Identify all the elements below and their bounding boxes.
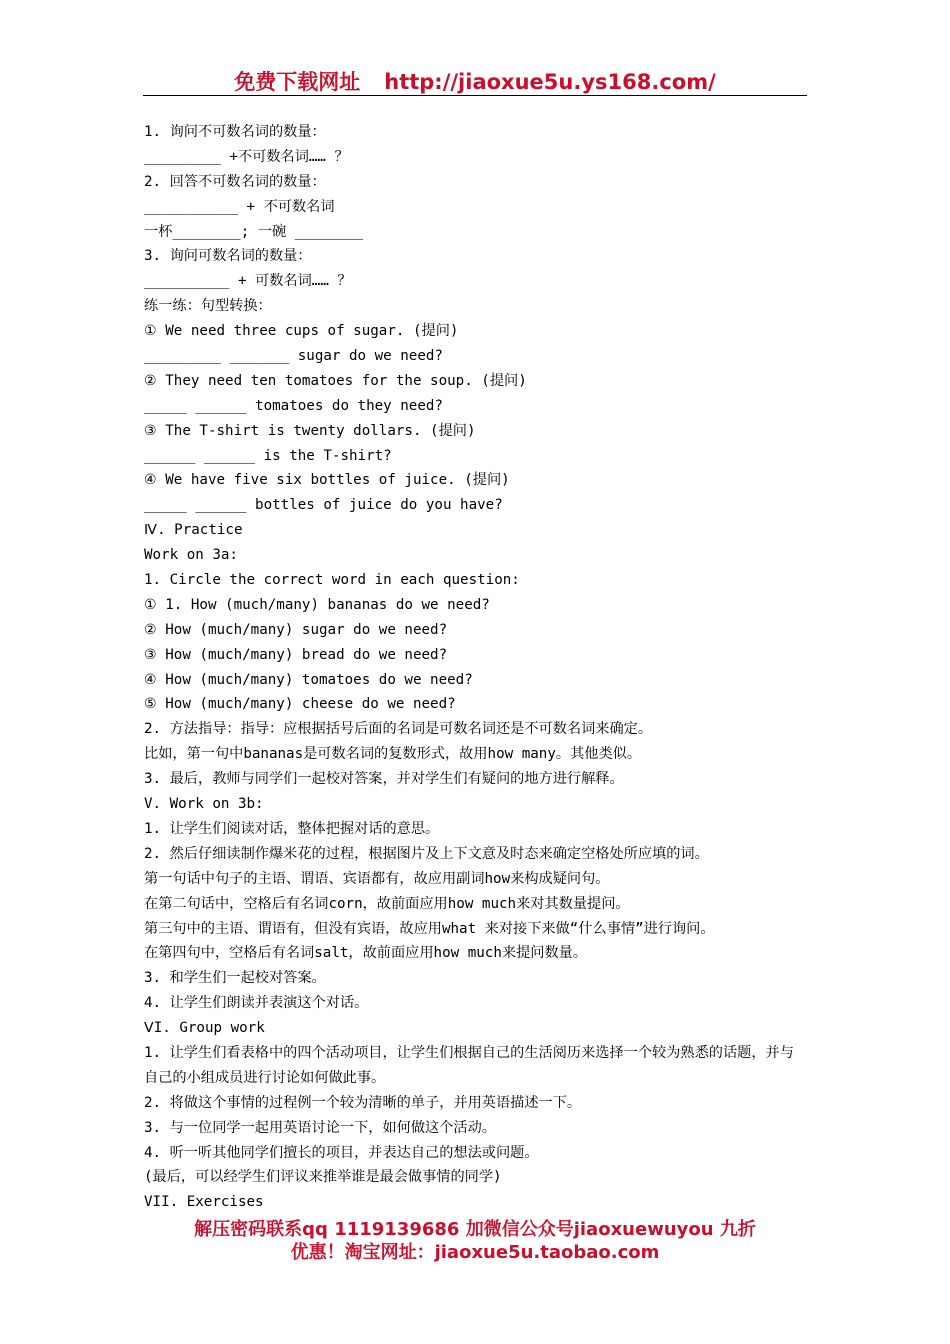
- header-url-link[interactable]: http://jiaoxue5u.ys168.com/: [384, 70, 716, 94]
- text-line: 3. 最后，教师与同学们一起校对答案，并对学生们有疑问的地方进行解释。: [144, 771, 624, 788]
- text-line: 3. 与一位同学一起用英语讨论一下，如何做这个活动。: [144, 1119, 496, 1136]
- site-footer: [0, 1218, 950, 1264]
- text-line: 1. Circle the correct word in each question:: [144, 572, 520, 589]
- section-heading: Ⅳ. Practice: [144, 522, 243, 539]
- text-line: ③ How (much/many) bread do we need?: [144, 646, 448, 663]
- text-line: 3. 询问可数名词的数量：: [144, 248, 312, 265]
- text-line: _________ _______ sugar do we need?: [144, 348, 443, 365]
- text-line: 一杯________; 一碗 ________: [144, 223, 364, 240]
- header-title: 免费下载网址: [234, 70, 361, 94]
- text-line: 第三句中的主语、谓语有，但没有宾语，故应用what 来对接下来做“什么事情”进行询问。: [144, 920, 715, 937]
- section-heading: VII. Exercises: [144, 1194, 264, 1211]
- header-divider: [143, 95, 807, 96]
- text-line: 在第四句中，空格后有名词salt，故前面应用how much来提问数量。: [144, 945, 588, 962]
- text-line: Work on 3a:: [144, 547, 238, 564]
- text-line: _____ ______ tomatoes do they need?: [144, 397, 443, 414]
- text-line: ④ We have five six bottles of juice. (提问): [144, 472, 510, 489]
- text-line: __________ + 可数名词…… ？: [144, 273, 352, 290]
- text-line: ② How (much/many) sugar do we need?: [144, 621, 448, 638]
- text-line: _____ ______ bottles of juice do you have?: [144, 497, 503, 514]
- text-line: 2. 将做这个事情的过程例一个较为清晰的单子，并用英语描述一下。: [144, 1094, 582, 1111]
- text-line: _________ +不可数名词…… ？: [144, 148, 349, 165]
- section-heading: V. Work on 3b:: [144, 796, 264, 813]
- text-line: 在第二句话中，空格后有名词corn，故前面应用how much来对其数量提问。: [144, 895, 630, 912]
- text-line: ______ ______ is the T-shirt?: [144, 447, 392, 464]
- document-body: [144, 120, 808, 1215]
- text-line: 4. 让学生们朗读并表演这个对话。: [144, 995, 369, 1012]
- footer-line-contact: 解压密码联系qq 1119139686 加微信公众号jiaoxuewuyou 九折: [194, 1219, 756, 1240]
- section-heading: ⅤI. Group work: [144, 1020, 265, 1037]
- text-line: 3. 和学生们一起校对答案。: [144, 970, 326, 987]
- text-line: ___________ + 不可数名词: [144, 198, 335, 215]
- text-paragraph: 1. 让学生们看表格中的四个活动项目，让学生们根据自己的生活阅历来选择一个较为熟悉的话题，并与自己的小组成员进行讨论如何做此事。: [144, 1044, 794, 1086]
- footer-line-shop-link[interactable]: 优惠！淘宝网址：jiaoxue5u.taobao.com: [290, 1242, 660, 1263]
- site-header: [0, 66, 950, 96]
- text-line: 练一练：句型转换：: [144, 298, 272, 315]
- text-line: ③ The T-shirt is twenty dollars. (提问): [144, 422, 476, 439]
- text-line: 1. 询问不可数名词的数量：: [144, 124, 326, 140]
- text-line: 1. 让学生们阅读对话，整体把握对话的意思。: [144, 820, 440, 837]
- text-line: ① We need three cups of sugar. (提问): [144, 323, 459, 340]
- text-line: 2. 然后仔细读制作爆米花的过程，根据图片及上下文意及时态来确定空格处所应填的词。: [144, 845, 709, 862]
- text-line: 4. 听一听其他同学们擅长的项目，并表达自己的想法或问题。: [144, 1144, 539, 1161]
- text-line: ④ How (much/many) tomatoes do we need?: [144, 671, 473, 688]
- text-line: ① 1. How (much/many) bananas do we need?: [144, 596, 490, 613]
- text-line: 第一句话中句子的主语、谓语、宾语都有，故应用副词how来构成疑问句。: [144, 870, 610, 887]
- text-line: 2. 回答不可数名词的数量：: [144, 173, 326, 190]
- text-line: ⑤ How (much/many) cheese do we need?: [144, 696, 456, 713]
- text-line: ② They need ten tomatoes for the soup. (提问): [144, 372, 527, 389]
- text-line: 2. 方法指导：指导：应根据括号后面的名词是可数名词还是不可数名词来确定。: [144, 721, 653, 738]
- text-line: 比如，第一句中bananas是可数名词的复数形式，故用how many。其他类似。: [144, 746, 642, 763]
- text-line: (最后，可以经学生们评议来推举谁是最会做事情的同学): [144, 1169, 502, 1186]
